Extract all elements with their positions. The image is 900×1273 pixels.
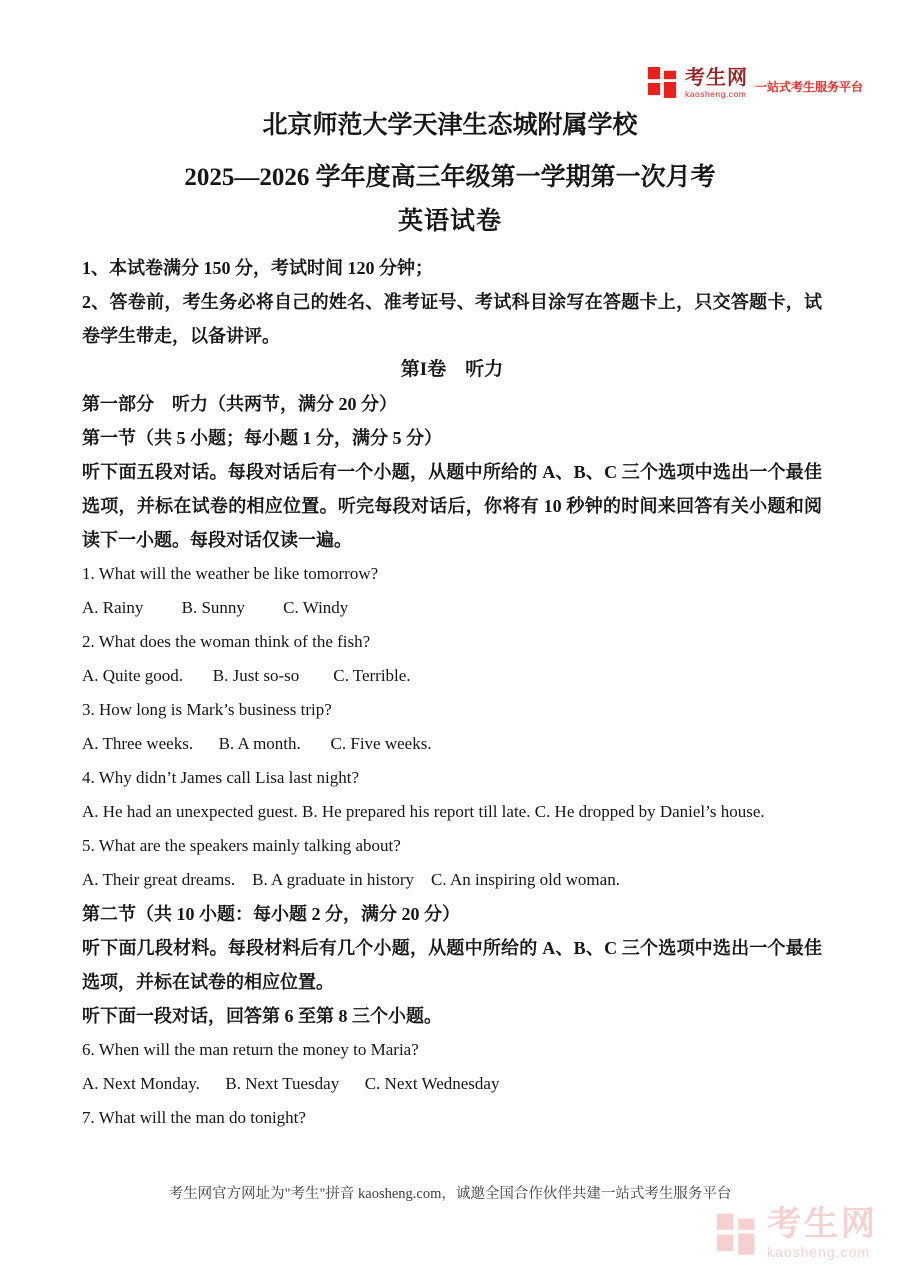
question-5: 5. What are the speakers mainly talking about? (82, 836, 401, 855)
watermark-logo (717, 1207, 878, 1259)
options-4: A. He had an unexpected guest. B. He prepared his report till late. C. He dropped by Daniel’s house. (82, 802, 765, 821)
question-7: 7. What will the man do tonight? (82, 1108, 306, 1127)
part1-heading: 第一部分 听力（共两节，满分 20 分） (82, 394, 397, 414)
watermark-domain: kaosheng.com (767, 1244, 871, 1260)
kaosheng-logo-icon (648, 66, 678, 98)
volume-heading: 第I卷 听力 (400, 359, 504, 380)
brand-logo (648, 66, 863, 98)
section2-heading: 第二节（共 10 小题：每小题 2 分，满分 20 分） (82, 904, 460, 924)
subject-title: 英语试卷 (397, 208, 502, 235)
section1-heading: 第一节（共 5 小题；每小题 1 分，满分 5 分） (82, 428, 442, 448)
footer-note: 考生网官方网址为"考生"拼音 kaosheng.com，诚邀全国合作伙伴共建一站式考生服务平台 (168, 1186, 732, 1202)
watermark-name: 考生网 (767, 1205, 878, 1243)
exam-body (82, 251, 822, 1135)
options-6: A. Next Monday. B. Next Tuesday C. Next Wednesday (82, 1074, 500, 1093)
question-1: 1. What will the weather be like tomorrow? (82, 564, 379, 583)
exam-session-title: 2025—2026 学年度高三年级第一学期第一次月考 (184, 164, 716, 191)
watermark-kaosheng-icon (717, 1212, 757, 1255)
options-2: A. Quite good. B. Just so-so C. Terrible. (82, 666, 411, 685)
school-title: 北京师范大学天津生态城附属学校 (262, 112, 638, 139)
brand-text-block (685, 68, 748, 99)
brand-tagline: 一站式考生服务平台 (755, 80, 864, 94)
question-2: 2. What does the woman think of the fish? (82, 632, 371, 651)
notice-1: 1、本试卷满分 150 分，考试时间 120 分钟； (82, 258, 433, 278)
question-6: 6. When will the man return the money to Maria? (82, 1040, 419, 1059)
title-block (0, 110, 900, 237)
section2-lead: 听下面一段对话，回答第 6 至第 8 三个小题。 (82, 1006, 442, 1026)
notice-2: 2、答卷前，考生务必将自己的姓名、准考证号、考试科目涂写在答题卡上，只交答题卡，试卷学生带走，以备讲评。 (82, 292, 822, 346)
question-4: 4. Why didn’t James call Lisa last night? (82, 768, 359, 787)
brand-domain: kaosheng.com (685, 88, 747, 99)
question-3: 3. How long is Mark’s business trip? (82, 700, 332, 719)
section2-directions: 听下面几段材料。每段材料后有几个小题，从题中所给的 A、B、C 三个选项中选出一个最佳选项，并标在试卷的相应位置。 (82, 938, 822, 992)
options-1: A. Rainy B. Sunny C. Windy (82, 598, 349, 617)
brand-name: 考生网 (685, 66, 748, 89)
options-3: A. Three weeks. B. A month. C. Five weeks. (82, 734, 432, 753)
options-5: A. Their great dreams. B. A graduate in history C. An inspiring old woman. (82, 870, 620, 889)
section1-directions: 听下面五段对话。每段对话后有一个小题，从题中所给的 A、B、C 三个选项中选出一个最佳选项，并标在试卷的相应位置。听完每段对话后，你将有 10 秒钟的时间来回答有关小题和阅读下一小题。每段对话仅读一遍。 (82, 462, 822, 550)
watermark-text-block (767, 1207, 878, 1259)
